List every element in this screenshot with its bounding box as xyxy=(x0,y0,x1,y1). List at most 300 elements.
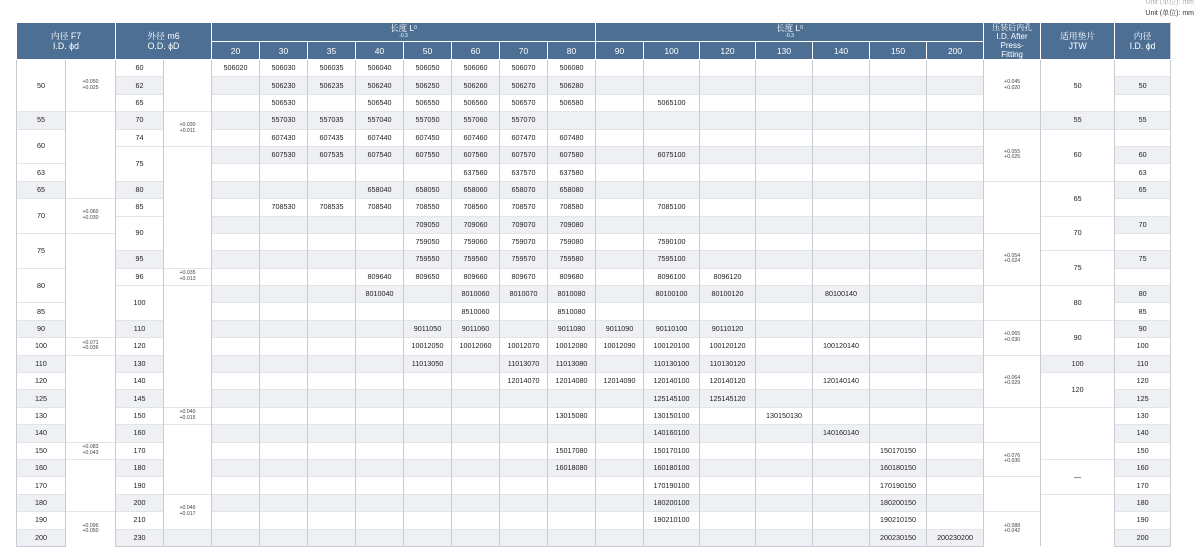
after-press-tolerance xyxy=(984,181,1041,233)
part-number-cell xyxy=(500,442,548,459)
part-number-cell xyxy=(404,529,452,546)
part-number-cell xyxy=(756,442,813,459)
id-value: 65 xyxy=(17,181,66,198)
id-tolerance xyxy=(66,355,116,442)
part-number-cell: 10012060 xyxy=(452,338,500,355)
table-row xyxy=(17,112,1200,129)
part-number-cell xyxy=(927,459,984,476)
part-number-cell xyxy=(260,268,308,285)
part-number-cell xyxy=(212,425,260,442)
part-number-cell: 130150130 xyxy=(756,407,813,424)
part-number-cell xyxy=(212,477,260,494)
part-number-cell xyxy=(500,407,548,424)
part-number-cell xyxy=(596,129,644,146)
part-number-cell xyxy=(644,129,700,146)
id2-value: 140 xyxy=(1115,425,1171,442)
id-tolerance xyxy=(66,112,116,199)
part-number-cell xyxy=(756,303,813,320)
part-number-cell xyxy=(644,303,700,320)
part-number-cell xyxy=(452,512,500,529)
part-number-cell xyxy=(260,233,308,250)
part-number-cell: 80100140 xyxy=(813,286,870,303)
part-number-cell: 506080 xyxy=(548,60,596,77)
part-number-cell xyxy=(927,112,984,129)
part-number-cell xyxy=(308,512,356,529)
part-number-cell: 180200100 xyxy=(644,494,700,511)
part-number-cell xyxy=(212,494,260,511)
od-value: 120 xyxy=(116,338,164,355)
part-number-cell: 125145100 xyxy=(644,390,700,407)
after-press-tolerance: +0.065 +0.030 xyxy=(984,320,1041,355)
part-number-cell xyxy=(700,164,756,181)
od-value: 96 xyxy=(116,268,164,285)
part-number-cell xyxy=(260,303,308,320)
part-number-cell xyxy=(212,459,260,476)
part-number-cell xyxy=(813,146,870,163)
part-number-cell xyxy=(756,199,813,216)
part-number-cell xyxy=(356,373,404,390)
part-number-cell xyxy=(308,407,356,424)
od-value: 145 xyxy=(116,390,164,407)
part-number-cell xyxy=(700,425,756,442)
part-number-cell: 809650 xyxy=(404,268,452,285)
part-number-cell xyxy=(870,216,927,233)
part-number-cell: 8010070 xyxy=(500,286,548,303)
part-number-cell xyxy=(813,459,870,476)
part-number-cell: 658060 xyxy=(452,181,500,198)
part-number-cell xyxy=(260,529,308,546)
part-number-cell xyxy=(870,251,927,268)
part-number-cell: 506540 xyxy=(356,94,404,111)
id-tolerance xyxy=(66,233,116,337)
part-number-cell: 506260 xyxy=(452,77,500,94)
od-value: 180 xyxy=(116,459,164,476)
part-number-cell xyxy=(870,129,927,146)
part-number-cell: 557060 xyxy=(452,112,500,129)
part-number-cell xyxy=(452,494,500,511)
pad-value: 80 xyxy=(1041,286,1115,321)
part-number-cell xyxy=(813,129,870,146)
part-number-cell xyxy=(756,338,813,355)
part-number-cell: 200230150 xyxy=(870,529,927,546)
part-number-cell xyxy=(596,77,644,94)
part-number-cell xyxy=(212,233,260,250)
part-number-cell xyxy=(700,216,756,233)
part-number-cell xyxy=(356,529,404,546)
part-number-cell: 759570 xyxy=(500,251,548,268)
part-number-cell: 759550 xyxy=(404,251,452,268)
part-number-cell: 709080 xyxy=(548,216,596,233)
part-number-cell xyxy=(212,355,260,372)
part-number-cell xyxy=(870,373,927,390)
id-value: 170 xyxy=(17,477,66,494)
part-number-cell xyxy=(813,303,870,320)
id-value: 50 xyxy=(17,60,66,112)
part-number-cell xyxy=(756,77,813,94)
part-number-cell xyxy=(700,407,756,424)
part-number-cell xyxy=(308,233,356,250)
part-number-cell xyxy=(813,164,870,181)
part-number-cell: 506240 xyxy=(356,77,404,94)
part-number-cell: 8096100 xyxy=(644,268,700,285)
part-number-cell: 607440 xyxy=(356,129,404,146)
part-number-cell: 557070 xyxy=(500,112,548,129)
part-number-cell xyxy=(260,251,308,268)
id-tolerance: +0.071 +0.036 xyxy=(66,338,116,355)
part-number-cell: 506550 xyxy=(404,94,452,111)
id2-value: 190 xyxy=(1115,512,1171,529)
part-number-cell xyxy=(308,286,356,303)
part-number-cell xyxy=(927,77,984,94)
part-number-cell xyxy=(260,320,308,337)
part-number-cell xyxy=(404,286,452,303)
pad-value: 70 xyxy=(1041,216,1115,251)
part-number-cell xyxy=(212,146,260,163)
part-number-cell: 110130120 xyxy=(700,355,756,372)
part-number-cell xyxy=(813,181,870,198)
part-number-cell xyxy=(308,494,356,511)
part-number-cell: 759580 xyxy=(548,251,596,268)
part-number-cell xyxy=(700,77,756,94)
od-value: 95 xyxy=(116,251,164,268)
header-length-1-tol: 0 -0.3 xyxy=(399,25,417,39)
header-length-12: 140 xyxy=(813,42,870,60)
part-number-cell: 607435 xyxy=(308,129,356,146)
part-number-cell: 8010080 xyxy=(548,286,596,303)
part-number-cell: 637570 xyxy=(500,164,548,181)
part-number-cell xyxy=(308,181,356,198)
part-number-cell: 506560 xyxy=(452,94,500,111)
id2-value xyxy=(1115,199,1171,216)
part-number-cell xyxy=(927,233,984,250)
part-number-cell xyxy=(756,146,813,163)
clipped-unit-label: Unit (单位): mm xyxy=(1145,0,1194,6)
part-number-cell xyxy=(813,477,870,494)
part-number-cell xyxy=(548,112,596,129)
part-number-cell: 11013070 xyxy=(500,355,548,372)
part-number-cell xyxy=(404,303,452,320)
part-number-cell xyxy=(596,164,644,181)
od-value: 150 xyxy=(116,407,164,424)
part-number-cell xyxy=(700,233,756,250)
id2-value: 60 xyxy=(1115,146,1171,163)
pad-value: 90 xyxy=(1041,320,1115,355)
part-number-cell: 190210150 xyxy=(870,512,927,529)
part-number-cell xyxy=(452,529,500,546)
part-number-cell: 170190100 xyxy=(644,477,700,494)
part-number-cell xyxy=(756,320,813,337)
id2-value: 50 xyxy=(1115,77,1171,94)
header-length-13: 150 xyxy=(870,42,927,60)
part-number-cell xyxy=(404,390,452,407)
part-number-cell: 12014070 xyxy=(500,373,548,390)
part-number-cell: 8510080 xyxy=(548,303,596,320)
id-value: 60 xyxy=(17,129,66,164)
header-length-2-tol: 0 -0.3 xyxy=(785,25,803,39)
part-number-cell: 658040 xyxy=(356,181,404,198)
part-number-cell: 506070 xyxy=(500,60,548,77)
id2-value: 100 xyxy=(1115,338,1171,355)
part-number-cell xyxy=(260,512,308,529)
part-number-cell xyxy=(756,477,813,494)
header-length-6: 70 xyxy=(500,42,548,60)
id2-value: 80 xyxy=(1115,286,1171,303)
part-number-cell xyxy=(870,320,927,337)
part-number-cell xyxy=(756,112,813,129)
bushing-spec-table xyxy=(16,22,1200,547)
part-number-cell xyxy=(356,320,404,337)
part-number-cell xyxy=(596,512,644,529)
pad-value: — xyxy=(1041,459,1115,494)
id2-value: 160 xyxy=(1115,459,1171,476)
part-number-cell xyxy=(212,199,260,216)
part-number-cell xyxy=(927,338,984,355)
part-number-cell xyxy=(700,112,756,129)
od-value: 100 xyxy=(116,286,164,321)
part-number-cell xyxy=(452,442,500,459)
part-number-cell: 759060 xyxy=(452,233,500,250)
part-number-cell xyxy=(308,303,356,320)
part-number-cell xyxy=(500,494,548,511)
header-pad: 适用垫片 JTW xyxy=(1041,23,1115,60)
after-press-tolerance: +0.055 +0.025 xyxy=(984,129,1041,181)
header-length-5: 60 xyxy=(452,42,500,60)
part-number-cell: 10012070 xyxy=(500,338,548,355)
part-number-cell xyxy=(356,425,404,442)
part-number-cell xyxy=(212,303,260,320)
part-number-cell xyxy=(756,373,813,390)
part-number-cell xyxy=(644,60,700,77)
id2-value: 125 xyxy=(1115,390,1171,407)
id2-value: 75 xyxy=(1115,251,1171,268)
part-number-cell xyxy=(500,529,548,546)
part-number-cell: 13015080 xyxy=(548,407,596,424)
part-number-cell: 12014090 xyxy=(596,373,644,390)
part-number-cell xyxy=(308,320,356,337)
part-number-cell xyxy=(404,407,452,424)
part-number-cell xyxy=(700,60,756,77)
part-number-cell: 170190150 xyxy=(870,477,927,494)
part-number-cell xyxy=(596,425,644,442)
od-tolerance xyxy=(164,286,212,408)
od-tolerance: +0.040 +0.015 xyxy=(164,407,212,424)
id-value: 140 xyxy=(17,425,66,442)
part-number-cell: 708540 xyxy=(356,199,404,216)
id-value: 100 xyxy=(17,338,66,355)
part-number-cell: 120140100 xyxy=(644,373,700,390)
part-number-cell: 759080 xyxy=(548,233,596,250)
od-tolerance: +0.035 +0.013 xyxy=(164,268,212,285)
part-number-cell xyxy=(452,407,500,424)
part-number-cell: 607450 xyxy=(404,129,452,146)
part-number-cell xyxy=(596,355,644,372)
part-number-cell xyxy=(212,407,260,424)
part-number-cell: 709050 xyxy=(404,216,452,233)
id-value: 90 xyxy=(17,320,66,337)
part-number-cell: 6075100 xyxy=(644,146,700,163)
part-number-cell: 7595100 xyxy=(644,251,700,268)
part-number-cell xyxy=(813,390,870,407)
part-number-cell xyxy=(212,251,260,268)
part-number-cell xyxy=(870,112,927,129)
header-length-14: 200 xyxy=(927,42,984,60)
part-number-cell xyxy=(308,529,356,546)
id2-value xyxy=(1115,129,1171,146)
part-number-cell xyxy=(500,512,548,529)
part-number-cell: 140160100 xyxy=(644,425,700,442)
part-number-cell xyxy=(596,477,644,494)
part-number-cell xyxy=(356,251,404,268)
part-number-cell xyxy=(596,251,644,268)
od-value: 190 xyxy=(116,477,164,494)
part-number-cell: 90110120 xyxy=(700,320,756,337)
part-number-cell: 140160140 xyxy=(813,425,870,442)
part-number-cell xyxy=(700,303,756,320)
part-number-cell xyxy=(500,303,548,320)
part-number-cell: 12014080 xyxy=(548,373,596,390)
part-number-cell xyxy=(356,216,404,233)
pad-value xyxy=(1041,494,1115,546)
id2-value: 55 xyxy=(1115,112,1171,129)
table-row xyxy=(17,286,1200,303)
part-number-cell: 5065100 xyxy=(644,94,700,111)
part-number-cell xyxy=(813,407,870,424)
part-number-cell xyxy=(212,216,260,233)
part-number-cell xyxy=(452,459,500,476)
part-number-cell xyxy=(356,303,404,320)
part-number-cell: 130150100 xyxy=(644,407,700,424)
od-value: 90 xyxy=(116,216,164,251)
part-number-cell xyxy=(700,459,756,476)
part-number-cell xyxy=(644,529,700,546)
part-number-cell: 506250 xyxy=(404,77,452,94)
part-number-cell xyxy=(644,112,700,129)
part-number-cell xyxy=(644,164,700,181)
part-number-cell xyxy=(596,112,644,129)
od-value: 130 xyxy=(116,355,164,372)
part-number-cell xyxy=(452,373,500,390)
part-number-cell: 658080 xyxy=(548,181,596,198)
id-value: 150 xyxy=(17,442,66,459)
part-number-cell: 607570 xyxy=(500,146,548,163)
part-number-cell: 506020 xyxy=(212,60,260,77)
part-number-cell xyxy=(927,320,984,337)
id-value: 120 xyxy=(17,373,66,390)
id2-value: 110 xyxy=(1115,355,1171,372)
part-number-cell xyxy=(870,286,927,303)
id2-value xyxy=(1115,268,1171,285)
table-row xyxy=(17,60,1200,77)
part-number-cell xyxy=(212,373,260,390)
part-number-cell: 506570 xyxy=(500,94,548,111)
header-length-0: 20 xyxy=(212,42,260,60)
part-number-cell: 759050 xyxy=(404,233,452,250)
od-value: 85 xyxy=(116,199,164,216)
od-value: 160 xyxy=(116,425,164,442)
part-number-cell xyxy=(548,494,596,511)
part-number-cell: 7590100 xyxy=(644,233,700,250)
part-number-cell xyxy=(308,390,356,407)
part-number-cell xyxy=(927,268,984,285)
part-number-cell: 80100100 xyxy=(644,286,700,303)
part-number-cell xyxy=(870,94,927,111)
part-number-cell xyxy=(756,459,813,476)
od-value: 140 xyxy=(116,373,164,390)
part-number-cell xyxy=(644,181,700,198)
part-number-cell xyxy=(927,390,984,407)
part-number-cell: 759560 xyxy=(452,251,500,268)
part-number-cell xyxy=(260,390,308,407)
part-number-cell xyxy=(870,233,927,250)
part-number-cell: 7085100 xyxy=(644,199,700,216)
od-tolerance xyxy=(164,146,212,268)
part-number-cell: 607550 xyxy=(404,146,452,163)
id2-value: 200 xyxy=(1115,529,1171,546)
part-number-cell xyxy=(756,425,813,442)
part-number-cell xyxy=(700,181,756,198)
part-number-cell xyxy=(260,442,308,459)
part-number-cell xyxy=(596,146,644,163)
after-press-tolerance: +0.064 +0.029 xyxy=(984,355,1041,407)
part-number-cell: 16018080 xyxy=(548,459,596,476)
part-number-cell xyxy=(308,459,356,476)
part-number-cell xyxy=(927,199,984,216)
part-number-cell xyxy=(813,512,870,529)
part-number-cell xyxy=(813,494,870,511)
pad-value: 55 xyxy=(1041,112,1115,129)
part-number-cell xyxy=(212,268,260,285)
part-number-cell xyxy=(700,442,756,459)
part-number-cell: 506280 xyxy=(548,77,596,94)
part-number-cell: 506230 xyxy=(260,77,308,94)
part-number-cell xyxy=(260,494,308,511)
id-tolerance: +0.096 +0.050 xyxy=(66,512,116,547)
part-number-cell xyxy=(356,512,404,529)
od-tolerance: +0.030 +0.011 xyxy=(164,112,212,147)
part-number-cell xyxy=(596,268,644,285)
part-number-cell xyxy=(356,164,404,181)
part-number-cell xyxy=(260,164,308,181)
part-number-cell xyxy=(596,94,644,111)
pad-value: 75 xyxy=(1041,251,1115,286)
part-number-cell: 10012050 xyxy=(404,338,452,355)
part-number-cell xyxy=(927,146,984,163)
id-value: 130 xyxy=(17,407,66,424)
part-number-cell: 15017080 xyxy=(548,442,596,459)
part-number-cell xyxy=(260,355,308,372)
id-value: 70 xyxy=(17,199,66,234)
after-press-tolerance: +0.045 +0.020 xyxy=(984,60,1041,112)
pad-value: 60 xyxy=(1041,129,1115,181)
part-number-cell xyxy=(644,77,700,94)
part-number-cell xyxy=(404,477,452,494)
header-od-m6: 外径 m6 O.D. ϕD xyxy=(116,23,212,60)
part-number-cell xyxy=(212,286,260,303)
part-number-cell xyxy=(308,164,356,181)
part-number-cell: 9011060 xyxy=(452,320,500,337)
part-number-cell: 10012090 xyxy=(596,338,644,355)
after-press-tolerance: +0.088 +0.042 xyxy=(984,512,1041,547)
part-number-cell xyxy=(404,425,452,442)
part-number-cell xyxy=(308,338,356,355)
part-number-cell: 809640 xyxy=(356,268,404,285)
part-number-cell xyxy=(308,251,356,268)
part-number-cell: 557050 xyxy=(404,112,452,129)
header-length-8: 90 xyxy=(596,42,644,60)
part-number-cell xyxy=(500,425,548,442)
od-tolerance xyxy=(164,529,212,546)
id2-value: 90 xyxy=(1115,320,1171,337)
